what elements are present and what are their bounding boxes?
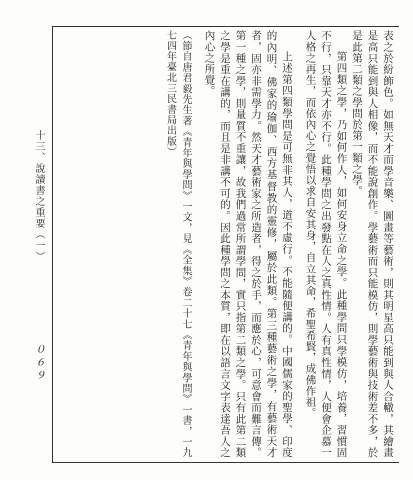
page-number: ０６９: [33, 344, 44, 383]
bottom-rule: [52, 462, 399, 463]
paragraph-1: 表之於紛飾色。如無天才而學音樂、圖畫等藝術，則其明星高只能到與人合轍，其繪畫是高只能到與人相像，而不能說創作。學藝術而只能模仿，則學藝術與技術差不多，於是此第二類之學問於第一類之學。: [351, 30, 394, 458]
source-citation: （節自唐君毅先生著《青年與學問》一文，見《全集》卷二十七《青年與學問》一書，一九七四年臺北三民書局出版）: [164, 30, 191, 458]
margin-rule: [52, 26, 53, 462]
running-head: 十三、說讀書之重要（一）: [33, 130, 44, 262]
paragraph-3: 上述第四類學問是可無非其人，道不虛行。不能隨便講的。中國儒家的聖學、印度的內明、佛家的瑜伽、西方基督教的靈修，屬於此類。第三種藝術之學，有藝術天才者，固亦非需學力。然天才藝術家之所造者，得之於手，而應於心，可意會而難言傳。第一種之學，則量質不重讓，故我們過常所謂學問，實只指第二類之學。只有此第二類之學是重在講的，而且是非講不可的。因此種學問之本質，即在以語言文字表達吾人之內心之所覺。: [203, 30, 293, 458]
top-rule: [52, 26, 399, 27]
body-text: [55, 30, 395, 458]
paragraph-2: 第四類之學，乃如何作人，如何安身立命之學。此種學問只學模仿，培養，習慣固不行，只靠天才亦不行。此種學問之出發點在人之真性情。人有真性情，人便會企慕一人格之再生，而依內心之覺悟以求自安其身，自立其命，希聖希賢，成佛作祖。: [304, 30, 348, 458]
